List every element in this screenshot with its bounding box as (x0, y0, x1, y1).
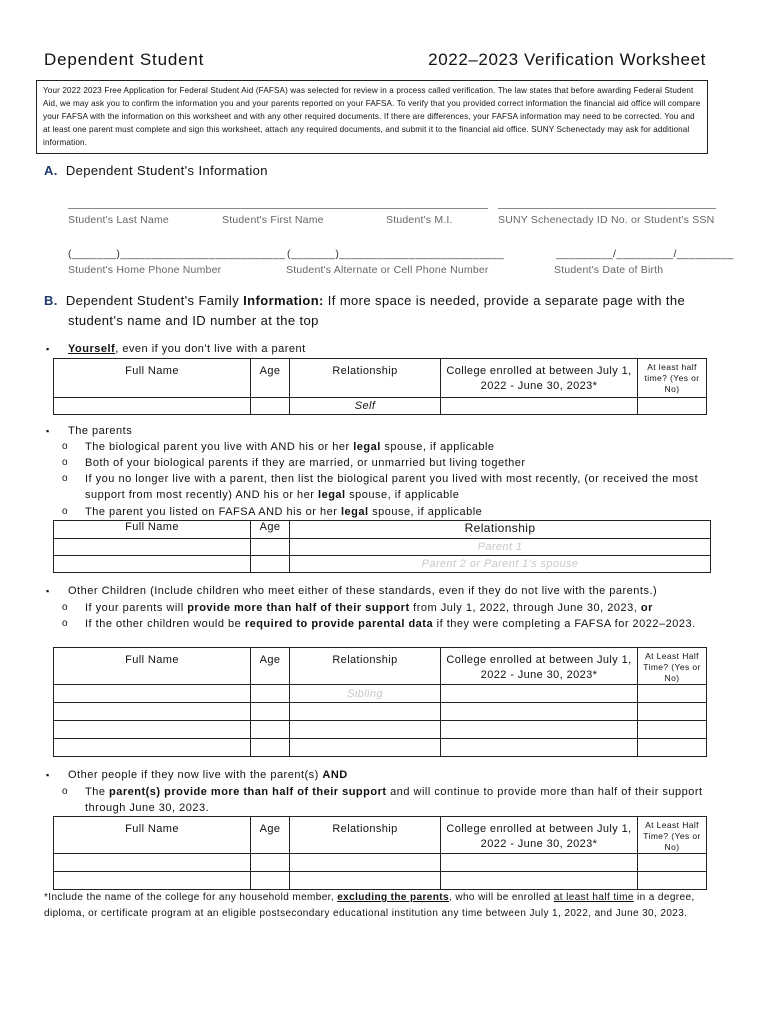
table-cell[interactable] (251, 703, 290, 721)
table-cell[interactable] (290, 854, 441, 872)
parent1-relationship-cell: Parent 1 (290, 539, 711, 556)
table-cell[interactable] (638, 739, 707, 757)
parent1-age-cell[interactable] (251, 539, 290, 556)
table-cell[interactable] (54, 721, 251, 739)
col-half-time: At Least Half Time? (Yes or No) (638, 648, 707, 685)
section-b-letter: B. (44, 293, 58, 308)
yourself-bold: Yourself (68, 343, 116, 355)
yourself-rest: , even if you don't live with a parent (115, 343, 306, 355)
col-age: Age (251, 648, 290, 685)
footnote: *Include the name of the college for any household member, excluding the parents, who will be enrolled at least half time in a degree, diploma, or certificate program at an eligible postsecondary educational institution any time between July 1, 2022, and June 30, 2023. (44, 892, 695, 919)
self-age-cell[interactable] (251, 398, 290, 415)
first-name-label: Student's First Name (222, 214, 324, 226)
table-cell[interactable] (290, 703, 441, 721)
col-age: Age (251, 521, 290, 539)
parents-item-1: The biological parent you live with AND his or her legal spouse, if applicable (85, 441, 495, 453)
intro-box: Your 2022 2023 Free Application for Federal Student Aid (FAFSA) was selected for review in a process called verification. The law states that before awarding Federal Student Aid, we may ask you to confirm the information you and your parents reported on your FAFSA. To verify that you provided correct information the financial aid office will compare your FAFSA with the information on this worksheet and with any other required documents. If there are differences, your FAFSA information may need to be corrected. You and at least one parent must complete and sign this worksheet, attach any required documents, and submit it to the financial aid office. SUNY Schenectady may ask for additional information. (36, 80, 708, 154)
dob-label: Student's Date of Birth (554, 264, 664, 276)
col-full-name: Full Name (54, 817, 251, 854)
col-college: College enrolled at between July 1, 2022 - June 30, 2023* (441, 817, 638, 854)
id-line[interactable] (498, 208, 716, 209)
self-college-cell[interactable] (441, 398, 638, 415)
children-item-1: If your parents will provide more than half of their support from July 1, 2022, through June 30, 2023, or (85, 602, 653, 614)
self-halftime-cell[interactable] (638, 398, 707, 415)
col-age: Age (251, 817, 290, 854)
mi-label: Student's M.I. (386, 214, 453, 226)
id-label: SUNY Schenectady ID No. or Student's SSN (498, 214, 715, 226)
parent2-age-cell[interactable] (251, 556, 290, 573)
table-cell[interactable] (251, 872, 290, 890)
children-table (53, 647, 707, 757)
yourself-table (53, 358, 707, 415)
col-relationship: Relationship (290, 817, 441, 854)
col-age: Age (251, 359, 290, 398)
section-b-heading (44, 293, 685, 308)
home-phone-field[interactable]: (_______)__________________________ (68, 248, 286, 260)
others-label: Other people if they now live with the parent(s) AND (68, 769, 348, 781)
col-relationship: Relationship (290, 648, 441, 685)
table-cell[interactable] (638, 854, 707, 872)
col-full-name: Full Name (54, 521, 251, 539)
children-label: Other Children (Include children who meet either of these standards, even if they do not live with the parents.) (68, 585, 658, 597)
last-name-label: Student's Last Name (68, 214, 169, 226)
home-phone-label: Student's Home Phone Number (68, 264, 222, 276)
dob-field[interactable]: _________/_________/_________ (556, 248, 735, 260)
table-cell[interactable] (251, 721, 290, 739)
others-item-1: The parent(s) provide more than half of their support and will continue to provide more than half of their support through June 30, 2023. (85, 786, 703, 814)
self-name-cell[interactable] (54, 398, 251, 415)
table-cell[interactable] (54, 854, 251, 872)
child-relationship-cell: Sibling (290, 685, 441, 703)
cell-phone-label: Student's Alternate or Cell Phone Number (286, 264, 489, 276)
table-cell[interactable] (251, 739, 290, 757)
parent2-relationship-cell: Parent 2 or Parent 1's spouse (290, 556, 711, 573)
bullet-square-icon: ▪ (46, 770, 50, 780)
children-item-2: If the other children would be required to provide parental data if they were completing a FAFSA for 2022–2023. (85, 618, 696, 630)
sub-bullet-icon: o (62, 618, 68, 629)
table-cell[interactable] (290, 739, 441, 757)
table-cell[interactable] (441, 872, 638, 890)
worksheet-title: 2022–2023 Verification Worksheet (428, 50, 706, 69)
table-cell[interactable] (251, 854, 290, 872)
bullet-square-icon: ▪ (46, 426, 50, 436)
bullet-square-icon: ▪ (46, 344, 50, 354)
table-cell[interactable] (638, 721, 707, 739)
table-cell[interactable] (441, 721, 638, 739)
child-halftime-cell[interactable] (638, 685, 707, 703)
table-cell[interactable] (441, 854, 638, 872)
table-cell[interactable] (290, 872, 441, 890)
col-half-time: At least half time? (Yes or No) (638, 359, 707, 398)
section-a-heading (44, 163, 268, 178)
table-cell[interactable] (54, 703, 251, 721)
child-name-cell[interactable] (54, 685, 251, 703)
table-cell[interactable] (638, 872, 707, 890)
sub-bullet-icon: o (62, 441, 68, 452)
parents-item-2: Both of your biological parents if they are married, or unmarried but living together (85, 457, 526, 469)
parents-item-3: If you no longer live with a parent, then list the biological parent you lived with most recently, (or received the most support from most recently) AND his or her legal spouse, if applicable (85, 473, 699, 501)
col-full-name: Full Name (54, 359, 251, 398)
sub-bullet-icon: o (62, 473, 68, 484)
parents-table (53, 520, 711, 573)
others-table (53, 816, 707, 890)
section-b-title: Dependent Student's Family (65, 293, 244, 308)
cell-phone-field[interactable]: (_______)__________________________ (287, 248, 505, 260)
col-relationship: Relationship (290, 359, 441, 398)
child-college-cell[interactable] (441, 685, 638, 703)
child-age-cell[interactable] (251, 685, 290, 703)
col-half-time: At Least Half Time? (Yes or No) (638, 817, 707, 854)
document-type: Dependent Student (44, 50, 205, 69)
sub-bullet-icon: o (62, 506, 68, 517)
table-cell[interactable] (54, 739, 251, 757)
yourself-label (68, 343, 306, 355)
table-cell[interactable] (54, 872, 251, 890)
parents-label: The parents (68, 425, 133, 437)
section-b-line2: student's name and ID number at the top (68, 313, 319, 328)
col-full-name: Full Name (54, 648, 251, 685)
parent1-name-cell[interactable] (54, 539, 251, 556)
section-a-title: Dependent Student's Information (65, 163, 268, 178)
sub-bullet-icon: o (62, 602, 68, 613)
section-b-title-bold: Information: (243, 293, 324, 308)
table-cell[interactable] (638, 703, 707, 721)
section-a-letter: A. (44, 163, 58, 178)
name-line[interactable] (68, 208, 488, 209)
col-college: College enrolled at between July 1, 2022 - June 30, 2023* (441, 359, 638, 398)
table-cell[interactable] (441, 739, 638, 757)
bullet-square-icon: ▪ (46, 586, 50, 596)
parent2-name-cell[interactable] (54, 556, 251, 573)
self-relationship-cell: Self (290, 398, 441, 415)
sub-bullet-icon: o (62, 457, 68, 468)
sub-bullet-icon: o (62, 786, 68, 797)
col-college: College enrolled at between July 1, 2022 - June 30, 2023* (441, 648, 638, 685)
table-cell[interactable] (441, 703, 638, 721)
table-cell[interactable] (290, 721, 441, 739)
parents-item-4: The parent you listed on FAFSA AND his or her legal spouse, if applicable (85, 506, 483, 518)
col-relationship: Relationship (290, 521, 711, 539)
section-b-title-rest: If more space is needed, provide a separate page with the (323, 293, 686, 308)
